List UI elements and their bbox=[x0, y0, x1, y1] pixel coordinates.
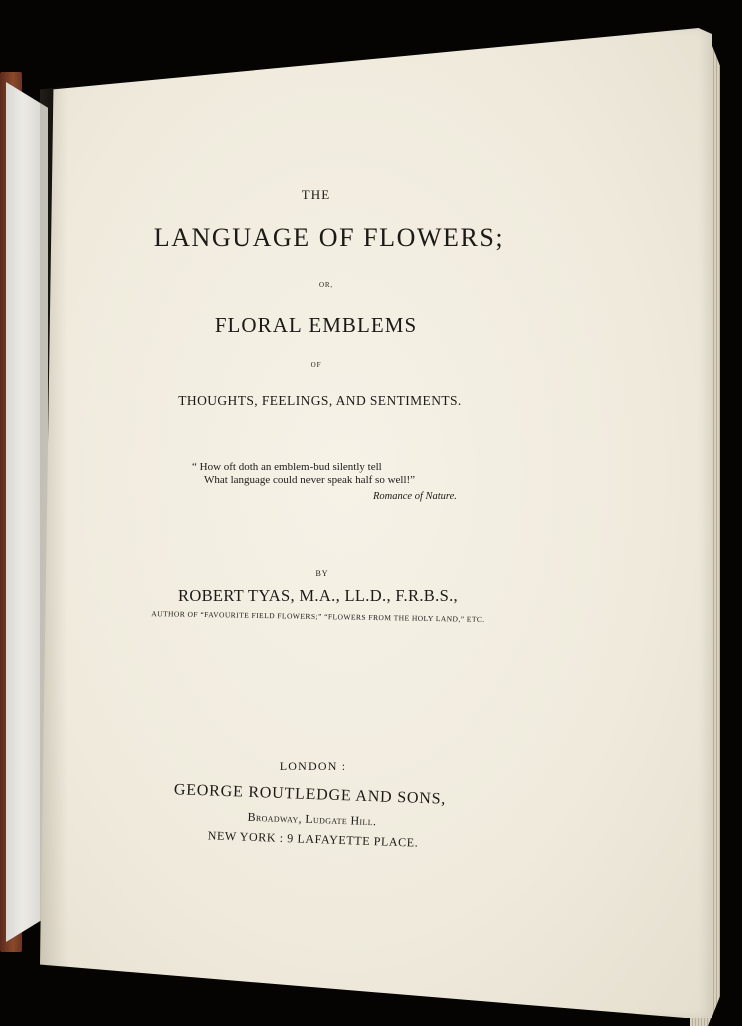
imprint-publisher: GEORGE ROUTLEDGE AND SONS, bbox=[173, 781, 447, 808]
by-label: BY bbox=[315, 569, 329, 578]
author-name: ROBERT TYAS, M.A., LL.D., F.R.B.S., bbox=[177, 586, 459, 605]
gutter-shadow bbox=[40, 28, 68, 1018]
imprint-address: Broadway, Ludgate Hill. bbox=[247, 809, 377, 829]
or-connector: OR, bbox=[319, 281, 333, 289]
epigraph-source: Romance of Nature. bbox=[373, 491, 457, 502]
epigraph-line-2: What language could never speak half so well!” bbox=[204, 474, 416, 486]
book-subtitle-2: THOUGHTS, FEELINGS, AND SENTIMENTS. bbox=[178, 393, 462, 408]
title-page bbox=[40, 28, 712, 1018]
imprint-city: LONDON : bbox=[279, 759, 347, 773]
imprint-newyork: NEW YORK : 9 LAFAYETTE PLACE. bbox=[207, 828, 419, 850]
pretitle: THE bbox=[301, 187, 331, 202]
of-connector: OF bbox=[310, 361, 322, 369]
book-subtitle: FLORAL EMBLEMS bbox=[214, 313, 418, 337]
epigraph-line-1: “ How oft doth an emblem-bud silently tell bbox=[192, 461, 382, 473]
author-works: AUTHOR OF “FAVOURITE FIELD FLOWERS;” “FLOWERS FROM THE HOLY LAND,” ETC. bbox=[151, 609, 485, 624]
book-title: LANGUAGE OF FLOWERS; bbox=[153, 223, 505, 252]
